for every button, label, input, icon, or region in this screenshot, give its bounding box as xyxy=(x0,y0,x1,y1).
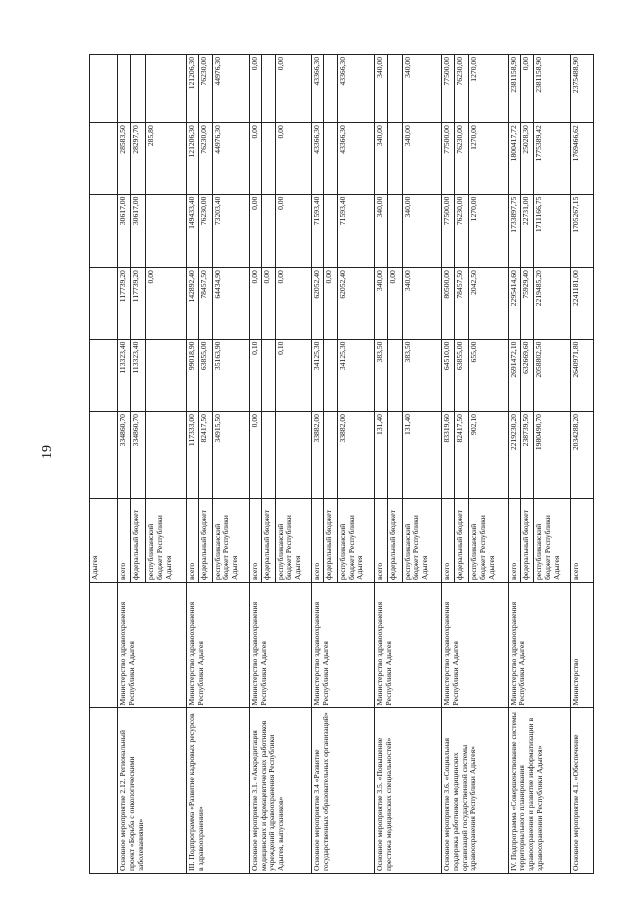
amount-cell: 25028,30 xyxy=(520,123,534,194)
amount-cell: 2295414,60 xyxy=(508,268,520,339)
amount-cell: 43366,30 xyxy=(337,55,374,123)
program-name-cell: Основное мероприятие 3.6. «Социальная поддержка работников медицинских организаций государственной системы здравоохранения Республики Адыгея» xyxy=(442,708,509,874)
funding-source-cell: республиканский бюджет Республики Адыгея xyxy=(402,498,442,582)
funding-source-cell: федеральный бюджет xyxy=(520,498,534,582)
amount-cell xyxy=(118,55,130,123)
amount-cell: 1775389,42 xyxy=(534,123,570,194)
amount-cell: 0,10 xyxy=(275,339,311,411)
amount-cell: 1705267,15 xyxy=(570,194,593,268)
executor-cell: Министерство здравоохранения Республики Адыгея xyxy=(508,582,570,708)
funding-source-cell: всего xyxy=(118,498,130,582)
amount-cell: 0,00 xyxy=(250,194,262,268)
amount-cell: 28297,70 xyxy=(130,123,146,194)
program-name-cell: Основное мероприятие 2.12. Региональный проект «Борьба с онкологическими заболеваниями» xyxy=(118,708,187,874)
table-row-header-fragment xyxy=(90,55,118,874)
amount-cell: 77500,00 xyxy=(442,194,454,268)
funding-source-cell: всего xyxy=(186,498,198,582)
amount-cell: 340,00 xyxy=(375,123,387,194)
funding-source-cell: республиканский бюджет Республики Адыгея xyxy=(212,498,249,582)
amount-cell: 0,00 xyxy=(275,194,311,268)
amount-cell: 78457,50 xyxy=(454,268,469,339)
amount-cell xyxy=(130,55,146,123)
amount-cell xyxy=(387,339,402,411)
amount-cell: 33882,00 xyxy=(337,412,374,499)
amount-cell: 44976,30 xyxy=(212,123,249,194)
amount-cell: 340,00 xyxy=(375,55,387,123)
amount-cell: 0,00 xyxy=(250,412,262,499)
amount-cell: 71593,40 xyxy=(337,194,374,268)
amount-cell: 64510,00 xyxy=(442,339,454,411)
funding-source-cell: республиканский бюджет Республики Адыгея xyxy=(469,498,509,582)
program-name-cell: Основное мероприятие 3.4 «Развитие государственных образовательных организаций» xyxy=(312,708,375,874)
amount-cell: 76230,00 xyxy=(199,55,213,123)
amount-cell: 43366,30 xyxy=(337,123,374,194)
amount-cell: 0,10 xyxy=(250,339,262,411)
executor-cell: Министерство здравоохранения Республики Адыгея xyxy=(250,582,312,708)
amount-cell: 33882,00 xyxy=(312,412,324,499)
amount-cell: 43366,30 xyxy=(312,123,324,194)
funding-source-cell: республиканский бюджет Республики Адыгея xyxy=(337,498,374,582)
page-number: 19 xyxy=(40,445,55,459)
funding-source-cell: федеральный бюджет xyxy=(324,498,338,582)
amount-cell: 334860,70 xyxy=(130,412,146,499)
amount-cell: 121206,30 xyxy=(186,123,198,194)
executor-cell: Министерство здравоохранения Республики Адыгея xyxy=(375,582,442,708)
amount-cell: 2640971,80 xyxy=(570,339,593,411)
amount-cell xyxy=(387,412,402,499)
amount-cell: 383,50 xyxy=(375,339,387,411)
amount-cell: 1980490,70 xyxy=(534,412,570,499)
funding-source-cell: федеральный бюджет xyxy=(130,498,146,582)
amount-cell: 77500,00 xyxy=(442,55,454,123)
amount-cell: 30617,00 xyxy=(130,194,146,268)
amount-cell: 80500,00 xyxy=(442,268,454,339)
amount-cell: 383,50 xyxy=(402,339,442,411)
amount-cell: 1800417,72 xyxy=(508,123,520,194)
amount-cell: 0,00 xyxy=(275,55,311,123)
amount-cell: 2381158,90 xyxy=(508,55,520,123)
amount-cell: 142892,40 xyxy=(186,268,198,339)
amount-cell: 131,40 xyxy=(375,412,387,499)
amount-cell: 340,00 xyxy=(402,194,442,268)
amount-cell: 902,10 xyxy=(469,412,509,499)
funding-source-cell: всего xyxy=(442,498,454,582)
amount-cell: 63855,00 xyxy=(454,339,469,411)
amount-cell: 62052,40 xyxy=(312,268,324,339)
amount-cell: 0,00 xyxy=(520,55,534,123)
amount-cell xyxy=(324,412,338,499)
amount-cell: 76230,00 xyxy=(199,194,213,268)
amount-cell xyxy=(146,55,187,123)
amount-cell: 238739,50 xyxy=(520,412,534,499)
amount-cell: 62052,40 xyxy=(337,268,374,339)
amount-cell: 2381158,90 xyxy=(534,55,570,123)
amount-cell: 2058802,50 xyxy=(534,339,570,411)
amount-cell: 121206,30 xyxy=(186,55,198,123)
amount-cell: 340,00 xyxy=(402,123,442,194)
amount-cell: 34125,30 xyxy=(337,339,374,411)
program-name-cell: III. Подпрограмма «Развитие кадровых ресурсов в здравоохранении» xyxy=(186,708,249,874)
amount-cell xyxy=(275,412,311,499)
amount-cell: 340,00 xyxy=(402,268,442,339)
amount-cell: 1270,00 xyxy=(469,194,509,268)
amount-cell xyxy=(262,339,276,411)
amount-cell: 113323,40 xyxy=(118,339,130,411)
amount-cell xyxy=(387,194,402,268)
funding-source-cell: федеральный бюджет xyxy=(199,498,213,582)
program-name-cell: Основное мероприятие 3.1. «Аккредитация медицинских и фармацевтических работников учреждений здравоохранения Республики Адыгея, выпускников» xyxy=(250,708,312,874)
amount-cell: 2241181,00 xyxy=(570,268,593,339)
amount-cell: 34915,50 xyxy=(212,412,249,499)
amount-cell xyxy=(146,412,187,499)
financing-table xyxy=(89,54,594,874)
amount-cell: 0,00 xyxy=(250,123,262,194)
amount-cell: 34125,30 xyxy=(312,339,324,411)
amount-cell: 0,00 xyxy=(250,268,262,339)
rotated-table-container xyxy=(89,54,594,874)
amount-cell xyxy=(146,339,187,411)
funding-source-cell: всего xyxy=(375,498,387,582)
amount-cell: 82417,50 xyxy=(454,412,469,499)
amount-cell xyxy=(146,194,187,268)
amount-cell xyxy=(324,339,338,411)
amount-cell xyxy=(387,123,402,194)
amount-cell: 1733897,75 xyxy=(508,194,520,268)
funding-source-cell: всего xyxy=(312,498,324,582)
program-name-cell: IV. Подпрограмма «Совершенствование системы территориального планирования здравоохранения и развитие информатизации в здравоохранении Республики Адыгея» xyxy=(508,708,570,874)
funding-source-cell: федеральный бюджет xyxy=(387,498,402,582)
amount-cell xyxy=(262,123,276,194)
amount-cell xyxy=(324,194,338,268)
amount-cell: 30617,00 xyxy=(118,194,130,268)
funding-source-cell: всего xyxy=(250,498,262,582)
amount-cell: 117739,20 xyxy=(118,268,130,339)
amount-cell: 2219230,20 xyxy=(508,412,520,499)
amount-cell: 28583,50 xyxy=(118,123,130,194)
amount-cell: 44976,30 xyxy=(212,55,249,123)
amount-cell: 2375488,90 xyxy=(570,55,593,123)
amount-cell: 83319,60 xyxy=(442,412,454,499)
amount-cell: 117333,00 xyxy=(186,412,198,499)
table-row xyxy=(186,55,198,874)
amount-cell: 78457,50 xyxy=(199,268,213,339)
executor-cell: Министерство xyxy=(570,582,593,708)
funding-source-cell: республиканский бюджет Республики Адыгея xyxy=(275,498,311,582)
executor-cell: Министерство здравоохранения Республики Адыгея xyxy=(312,582,375,708)
table-row xyxy=(250,55,262,874)
amount-cell xyxy=(387,55,402,123)
source-fragment: Адыгея xyxy=(90,498,118,582)
amount-cell: 2034288,20 xyxy=(570,412,593,499)
amount-cell: 340,00 xyxy=(402,55,442,123)
amount-cell: 1711166,75 xyxy=(534,194,570,268)
funding-source-cell: республиканский бюджет Республики Адыгея xyxy=(146,498,187,582)
program-name-cell: Основное мероприятие 3.5. «Повышение престижа медицинских специальностей» xyxy=(375,708,442,874)
amount-cell: 22731,00 xyxy=(520,194,534,268)
amount-cell xyxy=(262,55,276,123)
funding-source-cell: республиканский бюджет Республики Адыгея xyxy=(534,498,570,582)
amount-cell: 0,00 xyxy=(275,123,311,194)
funding-source-cell: всего xyxy=(570,498,593,582)
amount-cell: 655,00 xyxy=(469,339,509,411)
amount-cell: 2691472,10 xyxy=(508,339,520,411)
amount-cell: 35163,90 xyxy=(212,339,249,411)
amount-cell: 0,00 xyxy=(275,268,311,339)
amount-cell: 0,00 xyxy=(324,268,338,339)
amount-cell: 43366,30 xyxy=(312,55,324,123)
amount-cell: 63855,00 xyxy=(199,339,213,411)
amount-cell: 340,00 xyxy=(375,194,387,268)
amount-cell: 285,80 xyxy=(146,123,187,194)
funding-source-cell: всего xyxy=(508,498,520,582)
amount-cell: 1270,00 xyxy=(469,123,509,194)
executor-cell: Министерство здравоохранения Республики Адыгея xyxy=(442,582,509,708)
amount-cell: 75929,40 xyxy=(520,268,534,339)
amount-cell xyxy=(324,123,338,194)
amount-cell: 0,00 xyxy=(262,268,276,339)
program-name-cell: Основное мероприятие 4.1. «Обеспечение xyxy=(570,708,593,874)
table-row xyxy=(118,55,130,874)
amount-cell: 64434,90 xyxy=(212,268,249,339)
funding-source-cell: федеральный бюджет xyxy=(454,498,469,582)
amount-cell: 2042,50 xyxy=(469,268,509,339)
amount-cell: 0,00 xyxy=(387,268,402,339)
amount-cell: 99018,90 xyxy=(186,339,198,411)
amount-cell: 334860,70 xyxy=(118,412,130,499)
amount-cell: 2219485,20 xyxy=(534,268,570,339)
amount-cell: 76230,00 xyxy=(454,194,469,268)
executor-cell: Министерство здравоохранения Республики Адыгея xyxy=(118,582,187,708)
amount-cell: 77500,00 xyxy=(442,123,454,194)
amount-cell: 76230,00 xyxy=(199,123,213,194)
amount-cell: 76230,00 xyxy=(454,55,469,123)
table-row xyxy=(442,55,454,874)
amount-cell xyxy=(262,412,276,499)
table-row xyxy=(375,55,387,874)
amount-cell: 632669,60 xyxy=(520,339,534,411)
amount-cell: 1270,00 xyxy=(469,55,509,123)
table-row xyxy=(312,55,324,874)
amount-cell: 340,00 xyxy=(375,268,387,339)
amount-cell: 117739,20 xyxy=(130,268,146,339)
amount-cell: 73203,40 xyxy=(212,194,249,268)
executor-cell: Министерство здравоохранения Республики Адыгея xyxy=(186,582,249,708)
amount-cell: 131,40 xyxy=(402,412,442,499)
table-row xyxy=(508,55,520,874)
amount-cell: 76230,00 xyxy=(454,123,469,194)
amount-cell: 1769466,62 xyxy=(570,123,593,194)
amount-cell: 71593,40 xyxy=(312,194,324,268)
amount-cell: 0,00 xyxy=(250,55,262,123)
amount-cell: 113323,40 xyxy=(130,339,146,411)
amount-cell: 82417,50 xyxy=(199,412,213,499)
amount-cell xyxy=(324,55,338,123)
amount-cell: 149433,40 xyxy=(186,194,198,268)
funding-source-cell: федеральный бюджет xyxy=(262,498,276,582)
amount-cell: 0,00 xyxy=(146,268,187,339)
amount-cell xyxy=(262,194,276,268)
table-row xyxy=(570,55,593,874)
